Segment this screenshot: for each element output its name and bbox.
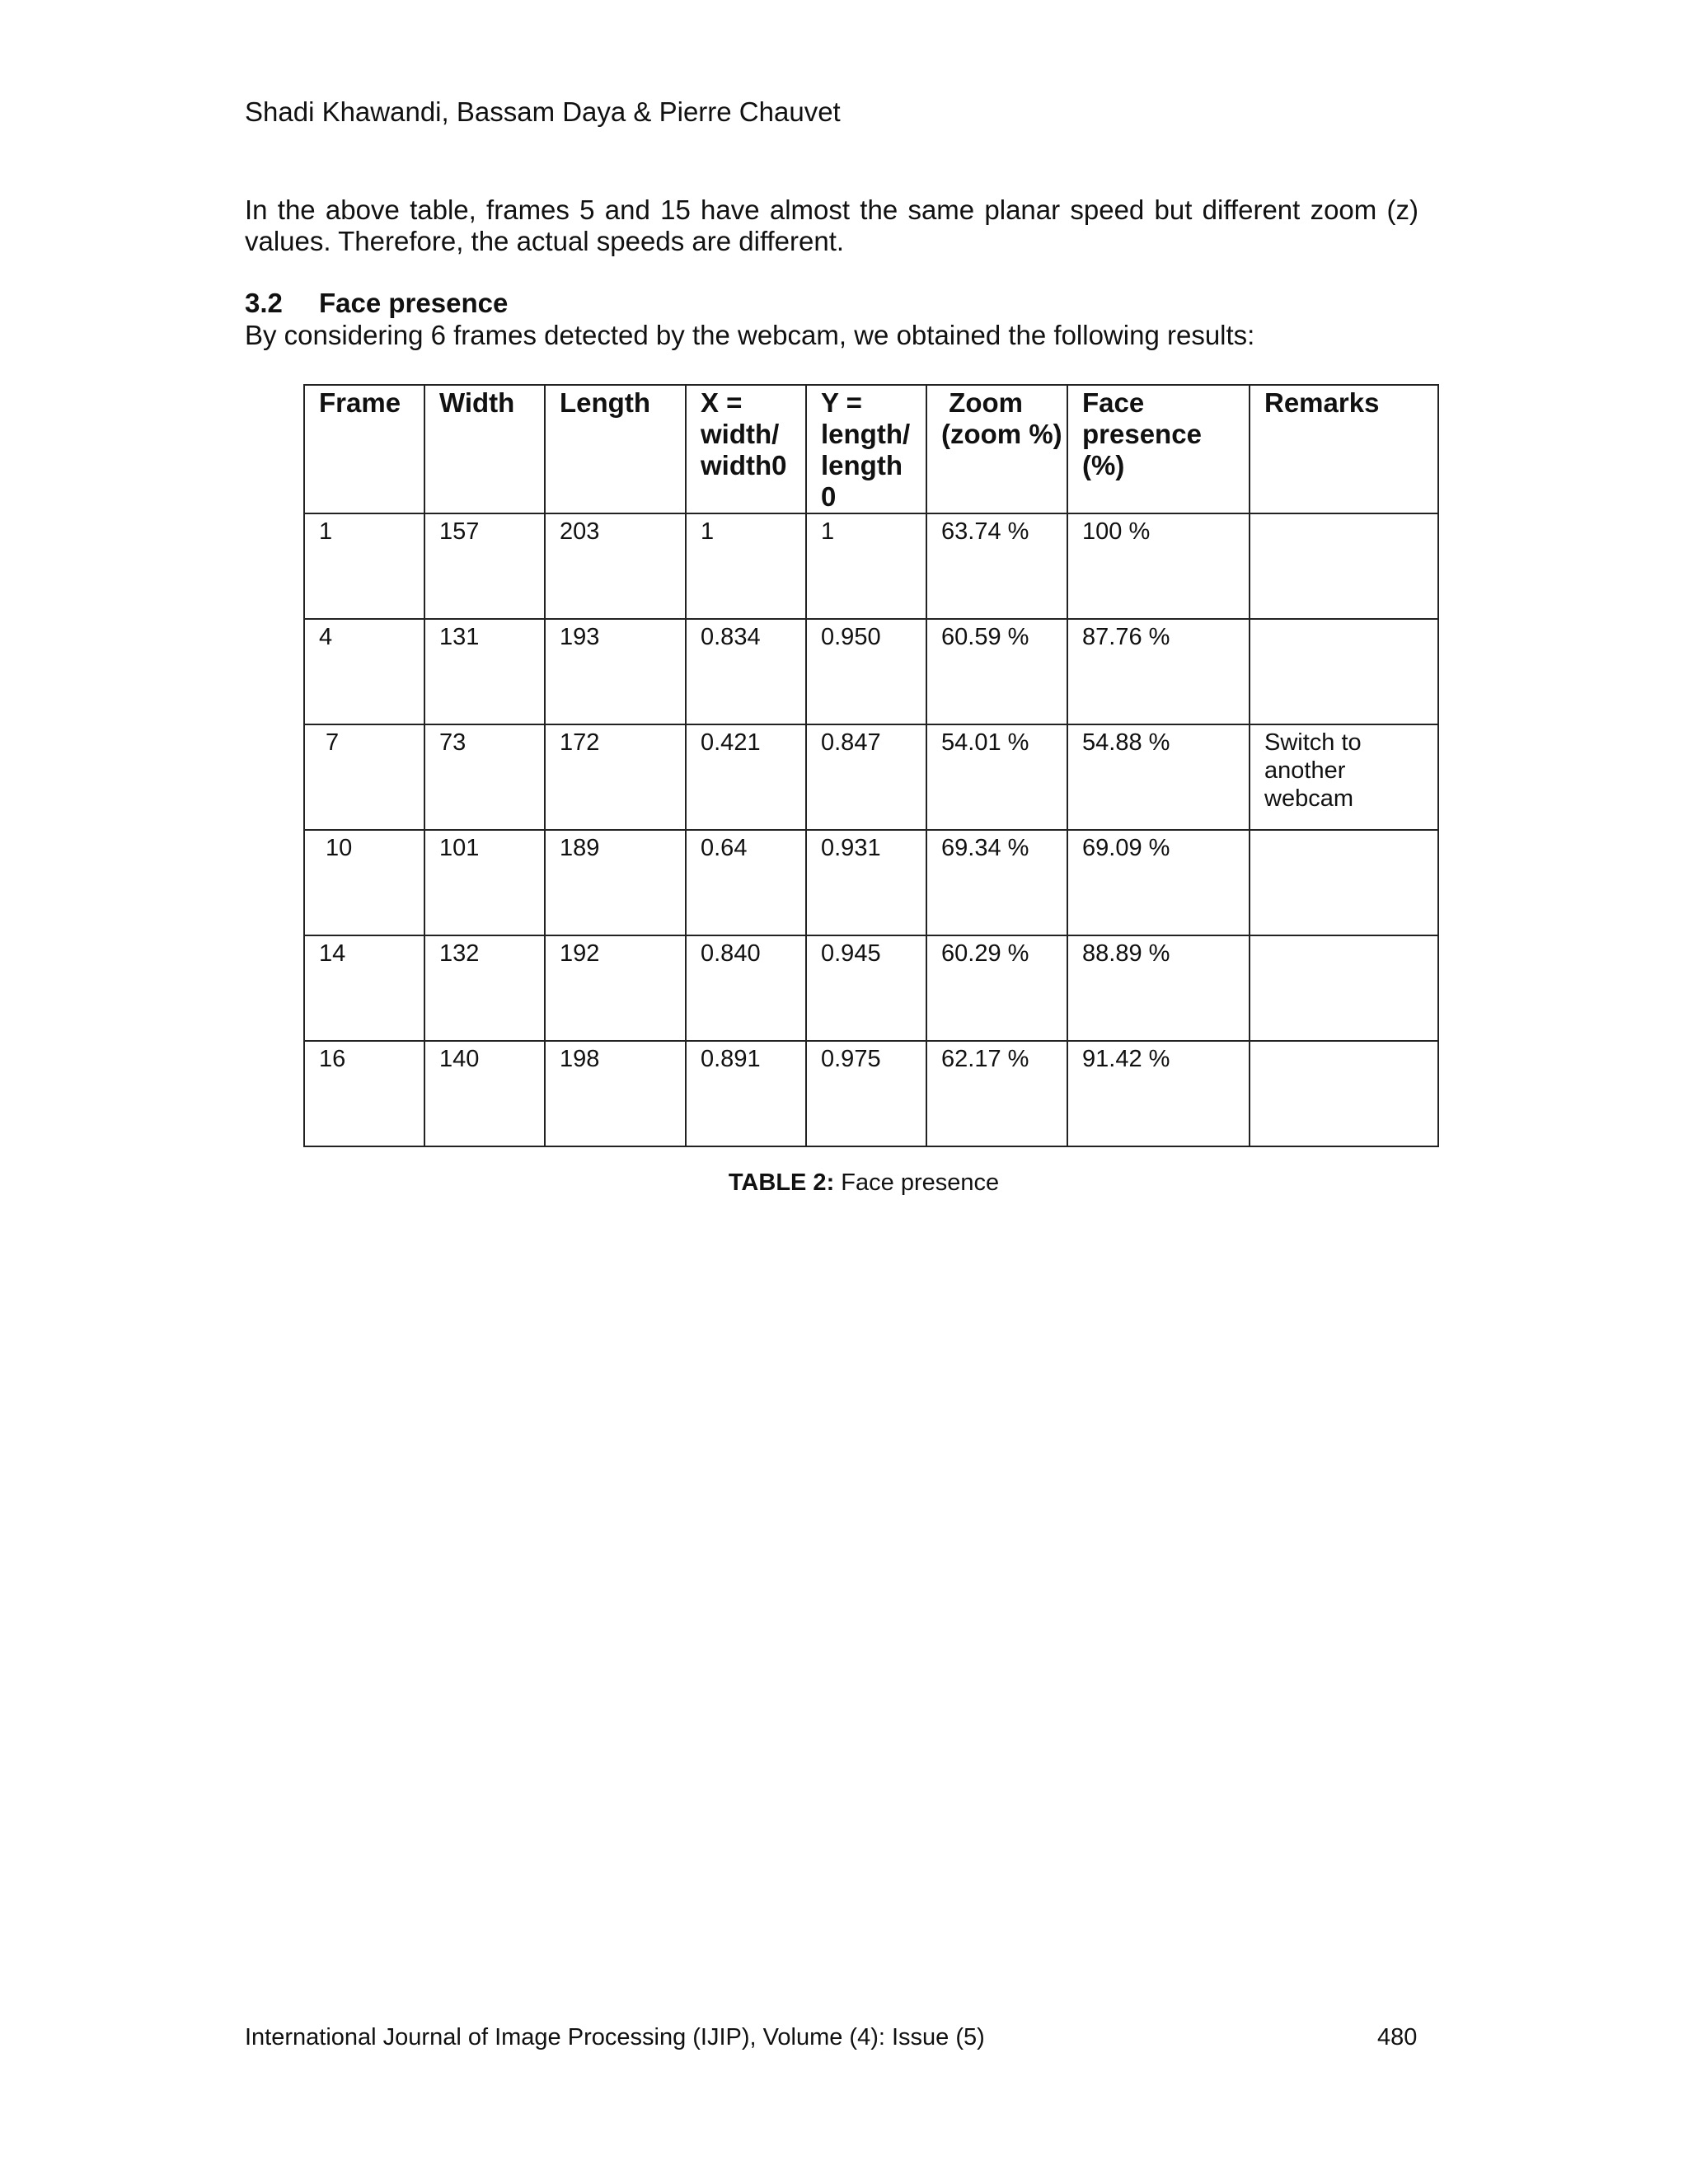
table-cell: 1 [304, 513, 424, 619]
table-cell: 1 [686, 513, 806, 619]
table-cell: 54.01 % [926, 724, 1067, 830]
table-row [304, 724, 1438, 830]
header-cell: X = width/ width0 [686, 385, 806, 513]
table-cell: 198 [545, 1041, 686, 1146]
page-number: 480 [1377, 2024, 1418, 2050]
table-cell: 132 [424, 935, 545, 1041]
table-cell: 16 [304, 1041, 424, 1146]
table-cell: 189 [545, 830, 686, 935]
table-cell [1250, 619, 1438, 724]
section-number: 3.2 [245, 288, 283, 318]
table-cell: 0.421 [686, 724, 806, 830]
header-cell: Y = length/ length 0 [806, 385, 926, 513]
table-cell: 0.840 [686, 935, 806, 1041]
table-cell: 100 % [1067, 513, 1250, 619]
header-cell: Length [545, 385, 686, 513]
table-cell: 157 [424, 513, 545, 619]
table-cell: Switch to another webcam [1250, 724, 1438, 830]
table-cell: 131 [424, 619, 545, 724]
table-cell: 54.88 % [1067, 724, 1250, 830]
table-cell: 101 [424, 830, 545, 935]
table-cell: 0.64 [686, 830, 806, 935]
intro-sentence: By considering 6 frames detected by the webcam, we obtained the following results: [245, 320, 1255, 350]
table-row [304, 619, 1438, 724]
table-cell: 62.17 % [926, 1041, 1067, 1146]
journal-footer: International Journal of Image Processing (IJIP), Volume (4): Issue (5) [245, 2024, 985, 2050]
running-header: Shadi Khawandi, Bassam Daya & Pierre Chauvet [245, 96, 841, 127]
table-cell: 87.76 % [1067, 619, 1250, 724]
table-header-row [304, 385, 1438, 513]
table-cell: 140 [424, 1041, 545, 1146]
table-row [304, 1041, 1438, 1146]
table-cell: 63.74 % [926, 513, 1067, 619]
table-cell: 69.09 % [1067, 830, 1250, 935]
table-cell: 4 [304, 619, 424, 724]
table-cell: 73 [424, 724, 545, 830]
table-cell: 7 [304, 724, 424, 830]
section-title: Face presence [319, 288, 509, 318]
table-row [304, 830, 1438, 935]
table-cell: 60.29 % [926, 935, 1067, 1041]
table-cell: 193 [545, 619, 686, 724]
header-cell: Width [424, 385, 545, 513]
table-cell: 1 [806, 513, 926, 619]
table-cell: 69.34 % [926, 830, 1067, 935]
table-cell: 0.931 [806, 830, 926, 935]
table-cell: 0.834 [686, 619, 806, 724]
table-row [304, 935, 1438, 1041]
caption-label: TABLE 2: [728, 1169, 835, 1196]
table-cell [1250, 513, 1438, 619]
table-caption [0, 1169, 1688, 1197]
table-row [304, 513, 1438, 619]
face-presence-table [303, 384, 1439, 1147]
header-cell: Zoom (zoom %) [926, 385, 1067, 513]
table-cell: 0.945 [806, 935, 926, 1041]
section-heading [245, 287, 508, 320]
table-cell: 60.59 % [926, 619, 1067, 724]
table-cell: 0.975 [806, 1041, 926, 1146]
table-cell [1250, 935, 1438, 1041]
table-cell: 172 [545, 724, 686, 830]
body-paragraph: In the above table, frames 5 and 15 have almost the same planar speed but different zoom (z) values. Therefore, the actual speeds are different. [245, 194, 1418, 256]
table-cell: 10 [304, 830, 424, 935]
caption-text: Face presence [834, 1169, 1000, 1196]
table-cell [1250, 1041, 1438, 1146]
table-cell: 0.847 [806, 724, 926, 830]
header-cell: Frame [304, 385, 424, 513]
table-cell: 192 [545, 935, 686, 1041]
header-cell: Remarks [1250, 385, 1438, 513]
table-cell: 0.950 [806, 619, 926, 724]
header-cell: Face presence (%) [1067, 385, 1250, 513]
table-cell: 88.89 % [1067, 935, 1250, 1041]
table-cell: 0.891 [686, 1041, 806, 1146]
table-cell: 203 [545, 513, 686, 619]
table-cell [1250, 830, 1438, 935]
table-cell: 14 [304, 935, 424, 1041]
table-cell: 91.42 % [1067, 1041, 1250, 1146]
